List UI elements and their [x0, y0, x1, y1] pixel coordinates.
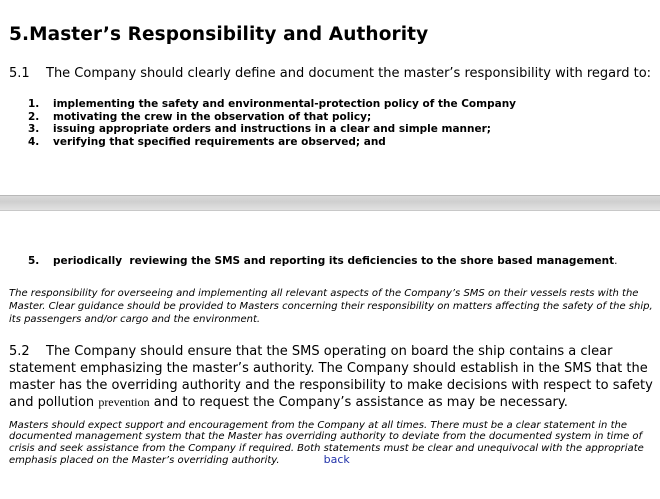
section-text: The Company should ensure that the SMS operating on board the ship contains a clear statement emphasizing the master’s authority. The Company should establish in the SMS that the master has the overriding authority and the responsibility to make decisions with respect to safety and pollution	[9, 344, 653, 410]
responsibility-list-continued	[28, 255, 617, 268]
list-item-number: 5.	[28, 255, 40, 267]
list-item-number: 3.	[28, 123, 40, 135]
list-item-number: 1.	[28, 98, 40, 110]
list-item-number: 4.	[28, 135, 40, 148]
list-item-number: 2.	[28, 110, 40, 123]
list-item	[28, 111, 516, 124]
list-item-text: motivating the crew in the observation of that policy;	[53, 110, 372, 123]
list-item	[28, 98, 516, 111]
section-number: 5.2	[9, 344, 30, 359]
list-item	[28, 136, 516, 149]
list-item-text: reviewing the SMS and reporting its deficiencies to the shore based management	[129, 255, 615, 267]
section-text: The Company should clearly define and document the master’s responsibility with regard to:	[46, 66, 652, 81]
list-item-text: issuing appropriate orders and instructions in a clear and simple manner;	[53, 123, 492, 135]
section-5-2	[9, 343, 657, 411]
guidance-note-1: The responsibility for overseeing and implementing all relevant aspects of the Company’s SMS on their vessels rests with the Master. Clear guidance should be provided to Masters concerning their responsibility on matters affecting the safety of the ship, its passengers and/or cargo and the environment.	[9, 288, 653, 325]
section-text-end: and to request the Company’s assistance as may be necessary.	[153, 395, 568, 410]
list-item-text: implementing the safety and environmental-protection policy of the Company	[53, 98, 517, 110]
page-break-divider	[0, 196, 660, 210]
guidance-note-2-text: Masters should expect support and encouragement from the Company at all times. There must be a clear statement in the documented management system that the Master has overriding authority to deviate from the documented system in time of crisis and seek assistance from the Company if required. Both statements must be clear and unequivocal with the appropriate emphasis placed on the Master’s overriding authority.	[9, 420, 644, 466]
list-item-text: verifying that specified requirements are observed; and	[53, 135, 386, 148]
section-text-serif-word: prevention	[98, 395, 150, 409]
responsibility-list	[28, 98, 516, 148]
list-item	[28, 255, 617, 268]
page-title: 5.Master’s Responsibility and Authority	[9, 24, 429, 45]
list-item	[28, 123, 516, 136]
back-link[interactable]: back	[323, 452, 350, 466]
list-item-text-lead: periodically	[53, 255, 123, 267]
page-break-line	[0, 210, 660, 211]
section-5-1	[9, 66, 651, 81]
section-number: 5.1	[9, 66, 30, 81]
guidance-note-2	[9, 420, 657, 466]
list-item-period: .	[614, 255, 618, 267]
